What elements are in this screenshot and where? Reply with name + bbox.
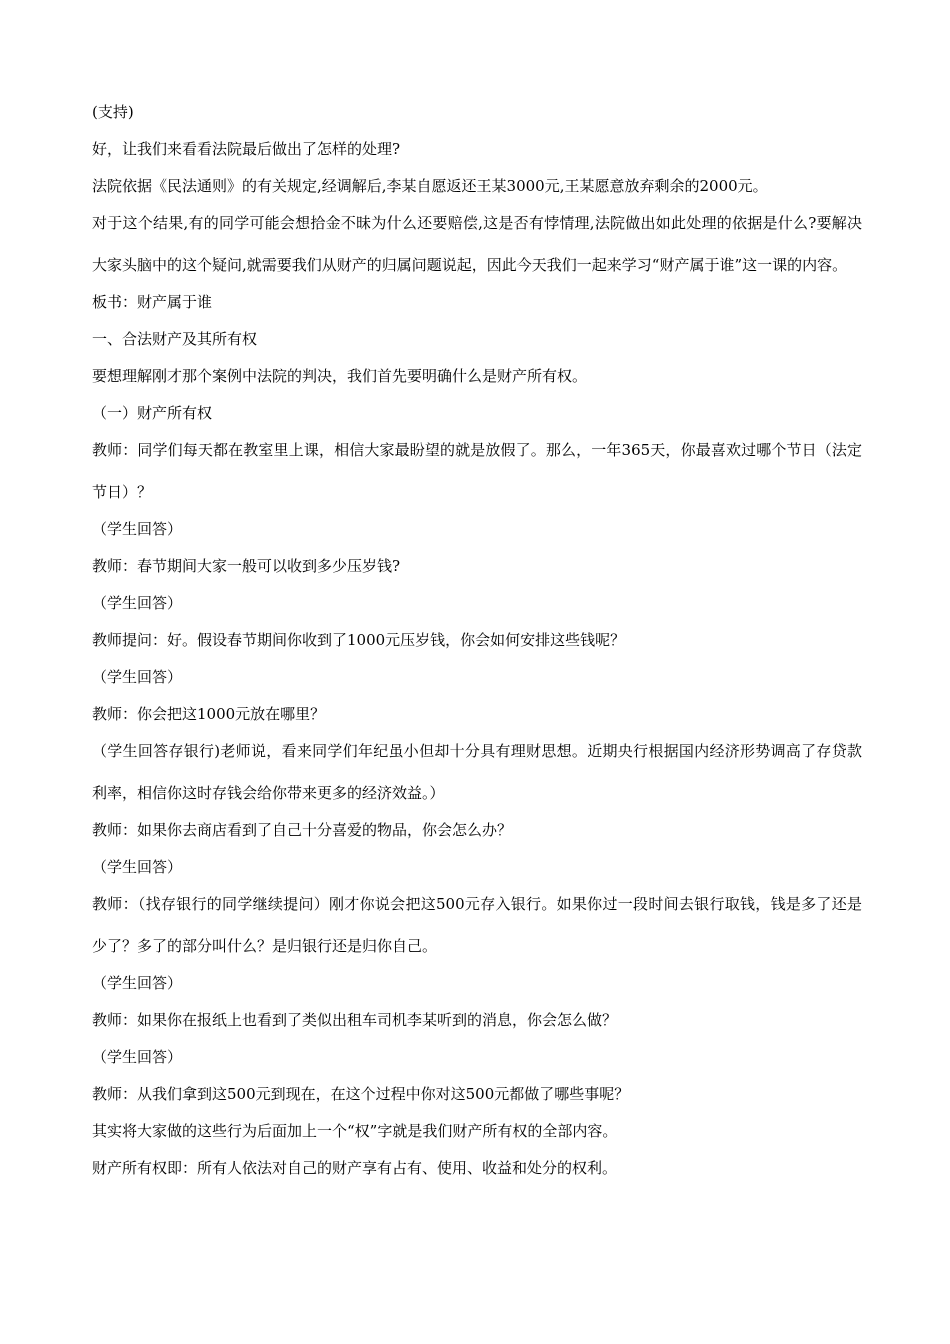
paragraph-student-answer: （学生回答） [92,520,183,538]
paragraph-rights-summary: 其实将大家做的这些行为后面加上一个“权”字就是我们财产所有权的全部内容。 [92,1122,618,1140]
paragraph-teacher-interest: 教师：（找存银行的同学继续提问）刚才你说会把这500元存入银行。如果你过一段时间去银行取钱，钱是多了还是少了？多了的部分叫什么？是归银行还是归你自己。 [92,895,862,955]
paragraph-ownership-definition: 财产所有权即：所有人依法对自己的财产享有占有、使用、收益和处分的权利。 [92,1159,618,1177]
paragraph-introduction: 对于这个结果,有的同学可能会想拾金不昧为什么还要赔偿,这是否有悖情理,法院做出如此处理的依据是什么?要解决大家头脑中的这个疑问,就需要我们从财产的归属问题说起，因此今天我们一起来学习“财产属于谁”这一课的内容。 [92,214,862,274]
paragraph-ownership-intro: 要想理解刚才那个案例中法院的判决，我们首先要明确什么是财产所有权。 [92,367,588,385]
paragraph-teacher-process: 教师：从我们拿到这500元到现在，在这个过程中你对这500元都做了哪些事呢？ [92,1085,630,1103]
paragraph-teacher-money: 教师：春节期间大家一般可以收到多少压岁钱? [92,557,401,575]
paragraph-teacher-holiday: 教师：同学们每天都在教室里上课，相信大家最盼望的就是放假了。那么，一年365天，你最喜欢过哪个节日（法定节日）？ [92,441,862,501]
paragraph-student-answer: （学生回答） [92,974,183,992]
paragraph-student-answer: （学生回答） [92,668,183,686]
document-body [92,102,862,1195]
paragraph-student-answer: （学生回答） [92,858,183,876]
paragraph-court-question: 好，让我们来看看法院最后做出了怎样的处理? [92,140,401,158]
section-heading-1: 一、合法财产及其所有权 [92,330,258,348]
paragraph-board-title: 板书：财产属于谁 [92,293,213,311]
paragraph-teacher-shop: 教师：如果你去商店看到了自己十分喜爱的物品，你会怎么办？ [92,821,513,839]
paragraph-teacher-where: 教师：你会把这1000元放在哪里？ [92,705,326,723]
paragraph-support: (支持) [92,103,134,121]
paragraph-teacher-arrange: 教师提问：好。假设春节期间你收到了1000元压岁钱，你会如何安排这些钱呢？ [92,631,626,649]
paragraph-teacher-newspaper: 教师：如果你在报纸上也看到了类似出租车司机李某听到的消息，你会怎么做？ [92,1011,618,1029]
paragraph-student-answer: （学生回答） [92,1048,183,1066]
paragraph-student-answer: （学生回答） [92,594,183,612]
paragraph-student-bank: （学生回答存银行)老师说，看来同学们年纪虽小但却十分具有理财思想。近期央行根据国内经济形势调高了存贷款利率，相信你这时存钱会给你带来更多的经济效益。） [92,742,862,802]
paragraph-court-ruling: 法院依据《民法通则》的有关规定,经调解后,李某自愿返还王某3000元,王某愿意放弃剩余的2000元。 [92,177,768,195]
subsection-heading-1: （一）财产所有权 [92,404,213,422]
